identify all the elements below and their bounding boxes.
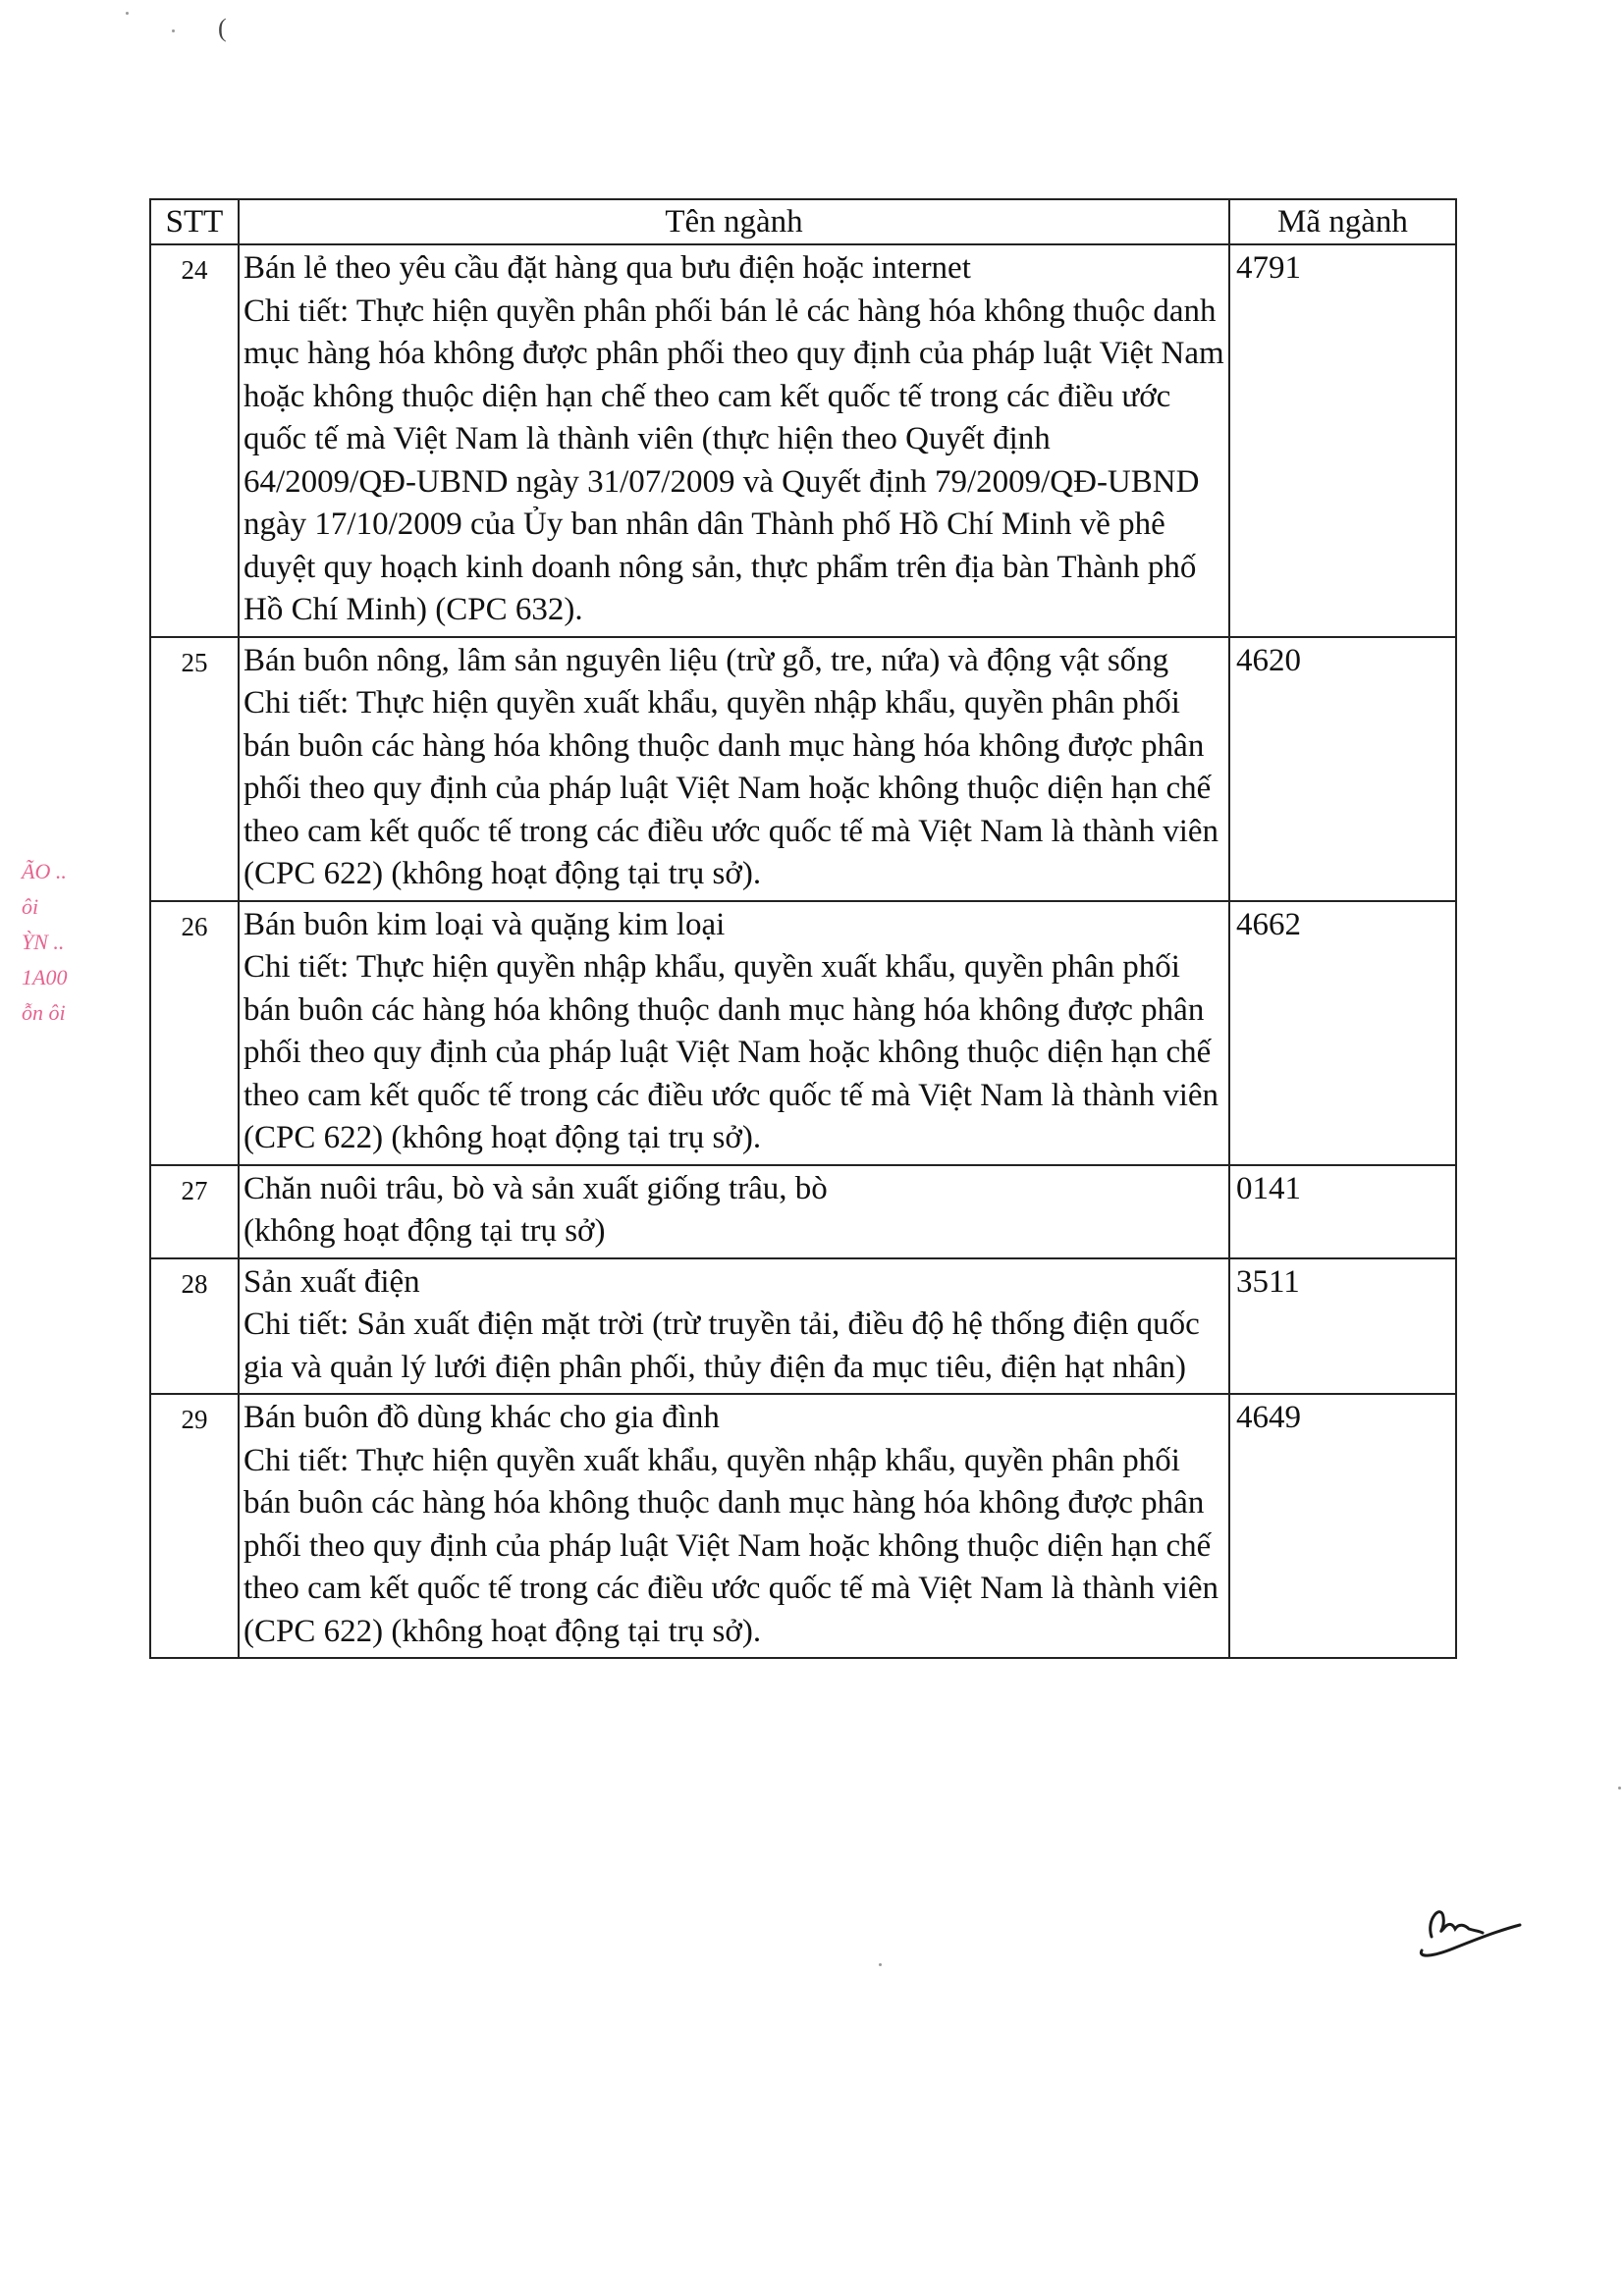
page-corner-mark: ( (218, 14, 227, 42)
row-code: 4620 (1229, 637, 1456, 901)
table-row (150, 1165, 1456, 1258)
row-code: 3511 (1229, 1258, 1456, 1395)
stamp-text: ÃO .. (22, 859, 67, 883)
stamp-text: ôi (22, 894, 39, 919)
row-name (239, 1394, 1229, 1658)
header-code: Mã ngành (1229, 199, 1456, 244)
table-row (150, 1394, 1456, 1658)
table-header-row (150, 199, 1456, 244)
business-lines-table (149, 198, 1457, 1659)
row-title: Bán lẻ theo yêu cầu đặt hàng qua bưu điện hoặc internet (244, 250, 971, 286)
scan-speck (126, 12, 129, 15)
row-title: Chăn nuôi trâu, bò và sản xuất giống trâu, bò (244, 1170, 828, 1206)
table-row (150, 901, 1456, 1165)
row-stt: 26 (150, 901, 239, 1165)
row-detail: Chi tiết: Thực hiện quyền xuất khẩu, quyền nhập khẩu, quyền phân phối bán buôn các hàng hóa không thuộc danh mục hàng hóa không được phân phối theo quy định của pháp luật Việt Nam hoặc không thuộc diện hạn chế theo cam kết quốc tế trong các điều ước quốc tế mà Việt Nam là thành viên (CPC 622) (không hoạt động tại trụ sở). (244, 1442, 1219, 1649)
stamp-text: ỗn ôi (22, 1000, 66, 1025)
row-stt: 28 (150, 1258, 239, 1395)
row-title: Sản xuất điện (244, 1263, 420, 1300)
row-stt: 24 (150, 244, 239, 637)
scan-speck (1618, 1787, 1621, 1789)
row-title: Bán buôn đồ dùng khác cho gia đình (244, 1400, 720, 1435)
row-name (239, 1258, 1229, 1395)
stamp-text: ỲN .. (22, 930, 65, 954)
row-stt: 25 (150, 637, 239, 901)
row-detail: Chi tiết: Thực hiện quyền xuất khẩu, quyền nhập khẩu, quyền phân phối bán buôn các hàng hóa không thuộc danh mục hàng hóa không được phân phối theo quy định của pháp luật Việt Nam hoặc không thuộc diện hạn chế theo cam kết quốc tế trong các điều ước quốc tế mà Việt Nam là thành viên (CPC 622) (không hoạt động tại trụ sở). (244, 685, 1219, 891)
row-detail: Chi tiết: Sản xuất điện mặt trời (trừ truyền tải, điều độ hệ thống điện quốc gia và quản lý lưới điện phân phối, thủy điện đa mục tiêu, điện hạt nhân) (244, 1307, 1200, 1385)
row-name (239, 901, 1229, 1165)
row-title: Bán buôn kim loại và quặng kim loại (244, 906, 726, 942)
row-detail: (không hoạt động tại trụ sở) (244, 1213, 606, 1249)
row-title: Bán buôn nông, lâm sản nguyên liệu (trừ gỗ, tre, nứa) và động vật sống (244, 642, 1169, 678)
row-stt: 27 (150, 1165, 239, 1258)
row-code: 0141 (1229, 1165, 1456, 1258)
row-code: 4791 (1229, 244, 1456, 637)
row-name (239, 244, 1229, 637)
scan-speck (172, 29, 175, 32)
red-stamp-fragment (22, 854, 90, 1031)
row-name (239, 1165, 1229, 1258)
table-row (150, 244, 1456, 637)
table-row (150, 1258, 1456, 1395)
row-code: 4649 (1229, 1394, 1456, 1658)
row-detail: Chi tiết: Thực hiện quyền nhập khẩu, quyền xuất khẩu, quyền phân phối bán buôn các hàng hóa không thuộc danh mục hàng hóa không được phân phối theo quy định của pháp luật Việt Nam hoặc không thuộc diện hạn chế theo cam kết quốc tế trong các điều ước quốc tế mà Việt Nam là thành viên (CPC 622) (không hoạt động tại trụ sở). (244, 949, 1219, 1155)
signature-icon (1414, 1890, 1532, 1968)
row-stt: 29 (150, 1394, 239, 1658)
scan-speck (879, 1963, 882, 1966)
row-name (239, 637, 1229, 901)
row-detail: Chi tiết: Thực hiện quyền phân phối bán lẻ các hàng hóa không thuộc danh mục hàng hóa không được phân phối theo quy định của pháp luật Việt Nam hoặc không thuộc diện hạn chế theo cam kết quốc tế trong các điều ước quốc tế mà Việt Nam là thành viên (thực hiện theo Quyết định 64/2009/QĐ-UBND ngày 31/07/2009 và Quyết định 79/2009/QĐ-UBND ngày 17/10/2009 của Ủy ban nhân dân Thành phố Hồ Chí Minh về phê duyệt quy hoạch kinh doanh nông sản, thực phẩm trên địa bàn Thành phố Hồ Chí Minh) (CPC 632). (244, 293, 1224, 627)
header-stt: STT (150, 199, 239, 244)
row-code: 4662 (1229, 901, 1456, 1165)
table-row (150, 637, 1456, 901)
stamp-text: 1A00 (22, 965, 68, 989)
header-name: Tên ngành (239, 199, 1229, 244)
